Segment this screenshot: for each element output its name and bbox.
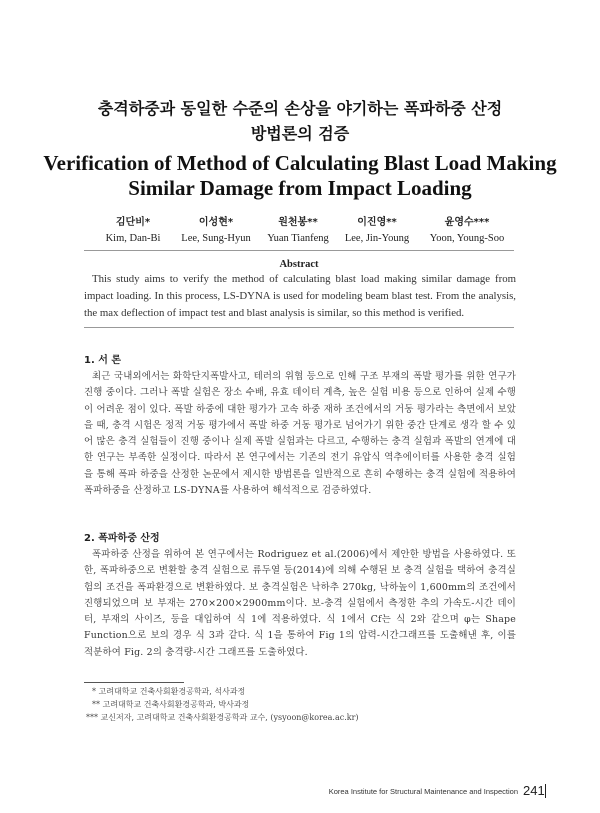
author-5: [412, 213, 522, 244]
author-name-ko: 이성현*: [198, 217, 234, 228]
footnote-rule: [84, 682, 184, 683]
section-2-heading: 2. 폭파하중 산정: [84, 533, 160, 544]
author-name-en: Yoon, Young-Soo: [429, 233, 505, 244]
title-korean-line2: 방법론의 검증: [250, 124, 350, 143]
author-name-ko: 윤영수***: [444, 217, 490, 228]
page-number: 241: [523, 783, 545, 798]
abstract-rule-bottom: [84, 327, 514, 328]
author-name-en: Yuan Tianfeng: [267, 233, 329, 244]
title-korean-line1: 충격하중과 동일한 수준의 손상을 야기하는 폭파하중 산정: [97, 99, 503, 118]
footnote-2: ** 고려대학교 건축사회환경공학과, 박사과정: [92, 700, 250, 709]
footer-institute: Korea Institute for Structural Maintenance and Inspection: [328, 787, 518, 796]
author-name-en: Kim, Dan-Bi: [105, 233, 161, 244]
abstract-rule-top: [84, 250, 514, 251]
page-number-bar: [545, 784, 546, 798]
author-name-en: Lee, Sung-Hyun: [181, 233, 251, 244]
section-2-body: [84, 547, 516, 661]
author-name-en: Lee, Jin-Young: [344, 233, 410, 244]
section-1-body: [84, 369, 516, 499]
author-name-ko: 김단비*: [115, 217, 151, 228]
footnote-3: *** 교신저자, 고려대학교 건축사회환경공학과 교수, (ysyoon@korea.ac.kr): [86, 713, 359, 722]
section-1-text: 최근 국내외에서는 화학단지폭발사고, 테러의 위협 등으로 인해 구조 부재의 폭발 평가를 위한 연구가 진행 중이다. 그러나 폭발 실험은 장소 수배, 유효 데이터 계측, 높은 실험 비용 등으로 인하여 실제 수행이 어려운 점이 있다. 폭발 하중에 대한 평가가 고속 하중 재하 조건에서의 거동 평가라는 측면에서 보았을 때, 충격 시험은 정적 거동 평가에서 폭발 하중 거동 평가로 넘어가기 위한 중간 단계로 생각 할 수 있어 많은 충격 실험들이 진행 중이나 실제 폭발 실험과는 다르고, 수행하는 충격 실험과 폭발의 연계에 대한 연구는 부족한 실정이다. 따라서 본 연구에서는 기존의 전기 유압식 역추에이터를 사용한 충격 실험을 통해 폭파 하중을 산정한 논문에서 제시한 방법론을 일반적으로 흔히 수행하는 충격 실험에 적용하여 폭파하중을 산정하고 LS-DYNA를 사용하여 해석적으로 검증하였다.: [84, 371, 516, 497]
footnote-1: * 고려대학교 건축사회환경공학과, 석사과정: [92, 687, 246, 696]
author-name-ko: 원천봉**: [278, 217, 318, 228]
title-english-line2: Similar Damage from Impact Loading: [128, 176, 472, 200]
section-1-heading: 1. 서 론: [84, 355, 122, 366]
author-name-ko: 이진영**: [357, 217, 397, 228]
section-2-text: 폭파하중 산정을 위하여 본 연구에서는 Rodriguez et al.(2006)에서 제안한 방법을 사용하였다. 또한, 폭파하중으로 변환할 충격 실험으로 류두열 등(2014)에 의해 수행된 보 충격 실험을 택하여 충격실험의 조건을 폭파환경으로 변환하였다. 보 충격실험은 낙하추 270kg, 낙하높이 1,600mm의 조건에서 진행되었으며 보 부재는 270×200×2900mm이다. 보-충격 실험에서 측정한 추의 가속도-시간 데이터, 부재의 사이즈, 등을 대입하여 식 1에 적용하였다. 식 1에서 Cf는 식 2와 같으며 φ는 Shape Function으로 보의 경우 식 3과 같다. 식 1을 통하여 Fig 1의 압력-시간그래프를 도출해낸 후, 이를 적분하여 Fig. 2의 충격량-시간 그래프를 도출하였다.: [84, 549, 516, 658]
title-english-line1: Verification of Method of Calculating Blast Load Making: [43, 151, 557, 175]
abstract-body: This study aims to verify the method of calculating blast load making similar damage from impact loading. In this process, LS-DYNA is used for modeling beam blast test. From the analysis, the max deflection of impact test and blast analysis is similar, so this method is verified.: [84, 273, 516, 319]
abstract-heading: Abstract: [279, 259, 319, 270]
